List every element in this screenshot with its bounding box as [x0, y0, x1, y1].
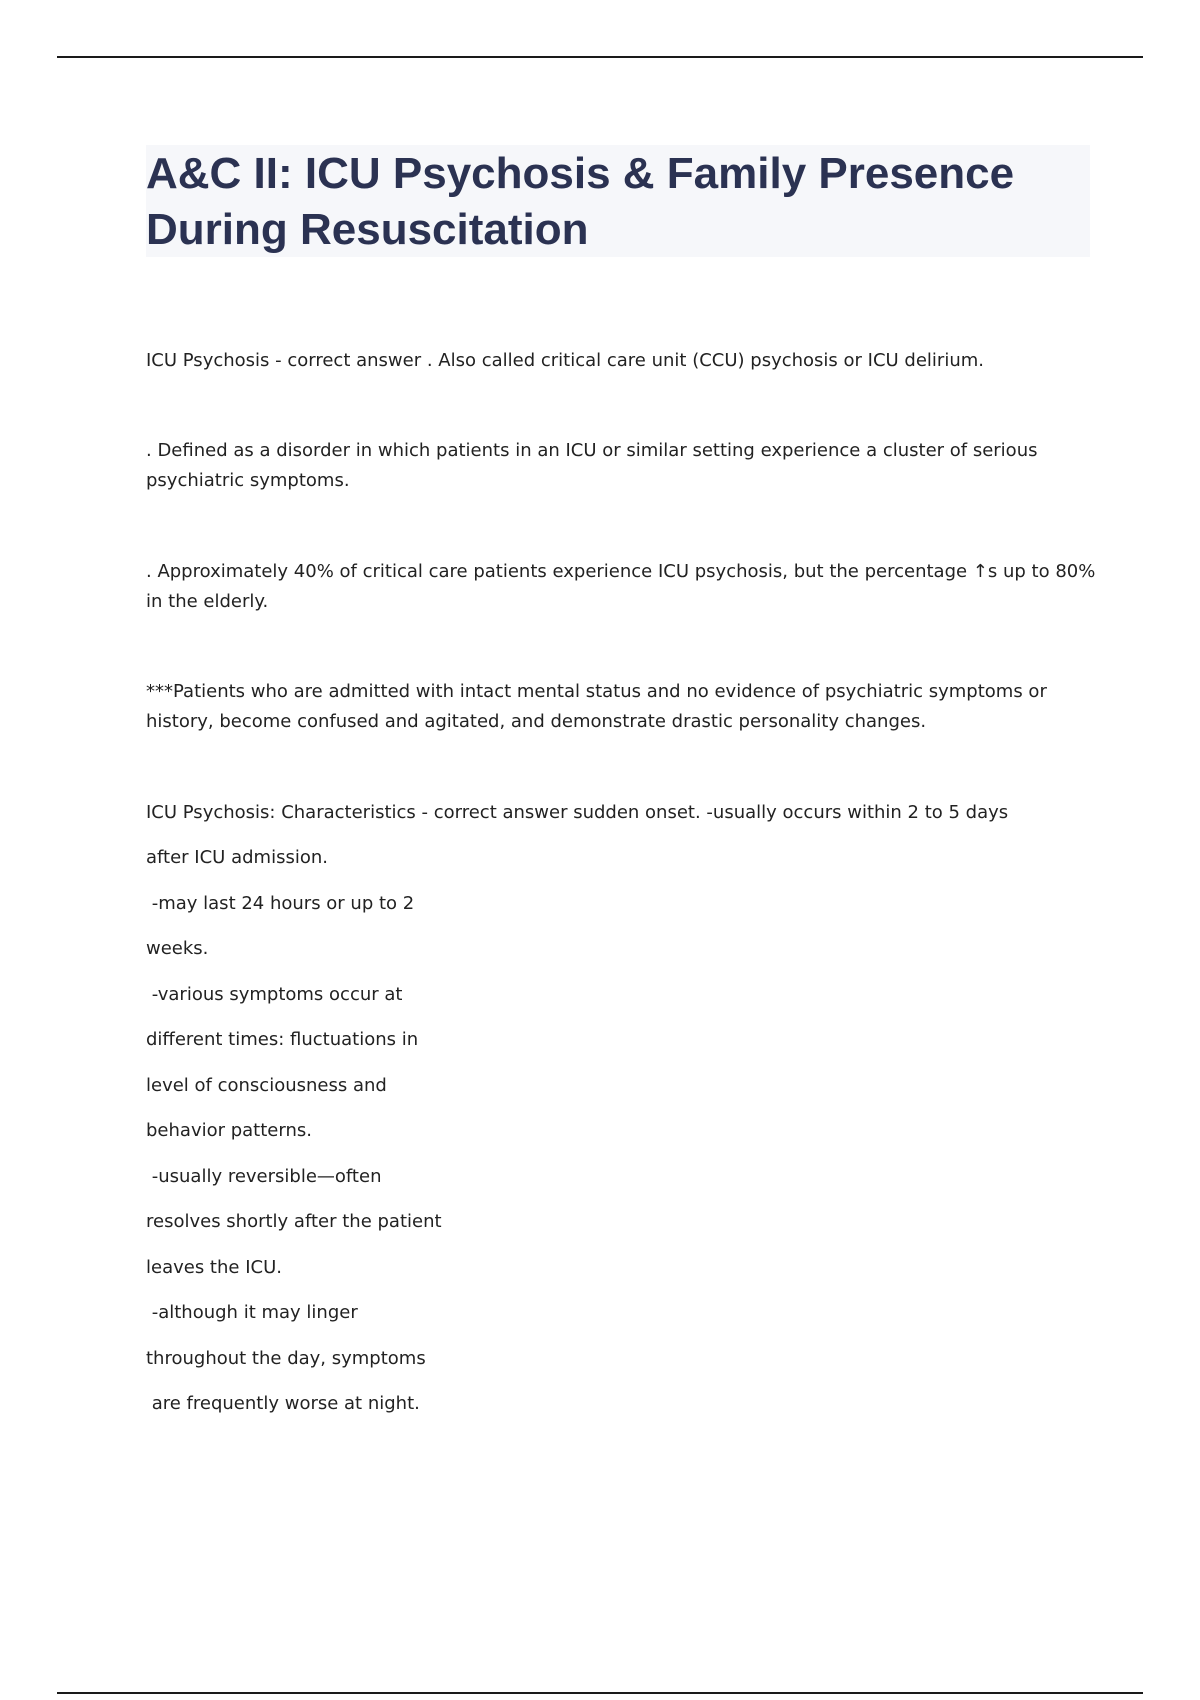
characteristics-line: resolves shortly after the patient — [146, 1211, 442, 1232]
paragraph-prevalence: . Approximately 40% of critical care patients experience ICU psychosis, but the percentage ↑s up to 80% in the elderly. — [146, 561, 1096, 612]
characteristics-line: -may last 24 hours or up to 2 — [146, 893, 415, 914]
paragraph-disorder-definition: . Defined as a disorder in which patients in an ICU or similar setting experience a cluster of serious psychiatric symptoms. — [146, 440, 1038, 491]
footer-rule — [57, 1692, 1143, 1694]
paragraph-patient-changes: ***Patients who are admitted with intact mental status and no evidence of psychiatric symptoms or history, become confused and agitated, and demonstrate drastic personality changes. — [146, 681, 1047, 732]
characteristics-line: different times: fluctuations in — [146, 1029, 419, 1050]
characteristics-line: are frequently worse at night. — [146, 1393, 420, 1414]
header-rule — [57, 56, 1143, 58]
characteristics-line: behavior patterns. — [146, 1120, 312, 1141]
characteristics-line: leaves the ICU. — [146, 1257, 282, 1278]
characteristics-line: -various symptoms occur at — [146, 984, 403, 1005]
document-title: A&C II: ICU Psychosis & Family Presence During Resuscitation — [146, 149, 1015, 254]
characteristics-line: level of consciousness and — [146, 1075, 387, 1096]
characteristics-line: ICU Psychosis: Characteristics - correct answer sudden onset. -usually occurs within 2 to 5 days — [146, 802, 1009, 823]
characteristics-line: -although it may linger — [146, 1302, 358, 1323]
characteristics-line: after ICU admission. — [146, 847, 328, 868]
paragraph-icu-psychosis-definition: ICU Psychosis - correct answer . Also called critical care unit (CCU) psychosis or ICU delirium. — [146, 350, 984, 371]
characteristics-line: weeks. — [146, 938, 209, 959]
characteristics-line: throughout the day, symptoms — [146, 1348, 426, 1369]
characteristics-line: -usually reversible—often — [146, 1166, 382, 1187]
